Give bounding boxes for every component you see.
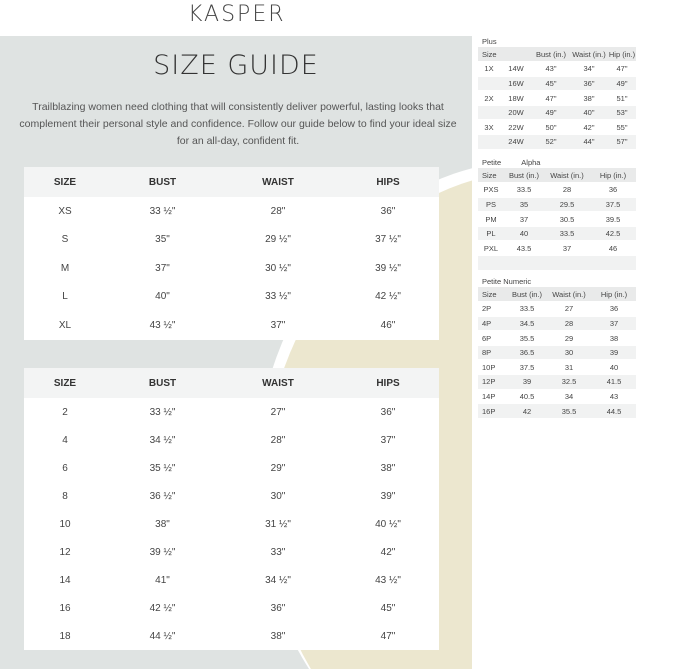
bust-cell: 39 (508, 375, 546, 390)
table-row (24, 454, 439, 482)
table-row (478, 62, 636, 77)
size-cell: 16P (478, 404, 508, 419)
hip-cell: 39 (592, 345, 636, 360)
table-row (478, 302, 636, 317)
section-title-left: Petite (482, 158, 502, 167)
table-header-row (24, 167, 439, 197)
hips-cell: 37 ½" (375, 234, 401, 246)
size-cell: 8 (62, 490, 68, 502)
size-cell: 3X (478, 120, 500, 135)
size-cell (478, 135, 500, 150)
hip-cell: 39.5 (590, 212, 636, 227)
bust-cell: 39 ½" (149, 546, 176, 558)
size-cell: 12P (478, 375, 508, 390)
bust-cell: 40" (155, 291, 170, 303)
table-row (24, 622, 439, 650)
table-row (478, 345, 636, 360)
waist-cell: 28" (270, 434, 286, 446)
size-cell: 12 (59, 546, 71, 558)
size-cell: 4P (478, 316, 508, 331)
hip-cell: 55" (608, 120, 636, 135)
column-header: Hip (in.) (592, 287, 636, 302)
bust-cell: 47" (532, 91, 570, 106)
empty-cell (590, 256, 636, 271)
column-header: Bust (in.) (532, 47, 570, 62)
column-header: Bust (in.) (504, 168, 544, 183)
bust-cell: 33 ½" (149, 406, 176, 418)
size-cell: 6P (478, 331, 508, 346)
size-cell: 4 (62, 434, 68, 446)
hips-cell: 40 ½" (375, 518, 401, 530)
waist-cell: 38" (570, 91, 608, 106)
table-row (24, 510, 439, 538)
bust-cell: 37 (504, 212, 544, 227)
alpha-size-table (24, 167, 439, 340)
petite-alpha-table (478, 158, 636, 271)
waist-cell: 27" (270, 406, 286, 418)
bust-cell: 40.5 (508, 389, 546, 404)
bust-cell: 36 ½" (149, 490, 176, 502)
size-cell: 18 (59, 630, 71, 642)
hips-cell: 42 ½" (375, 291, 401, 303)
size-cell: PL (478, 226, 504, 241)
waist-cell: 32.5 (546, 375, 592, 390)
size-cell: 16 (59, 602, 71, 614)
section-title (478, 158, 636, 168)
size-cell: XS (58, 205, 72, 217)
table-row (24, 226, 439, 255)
table-row (24, 283, 439, 312)
waist-cell: 44" (570, 135, 608, 150)
hip-cell: 41.5 (592, 375, 636, 390)
waist-cell: 29 ½" (265, 234, 291, 246)
bust-cell: 33.5 (508, 302, 546, 317)
waist-cell: 29 (546, 331, 592, 346)
table-row (24, 538, 439, 566)
hip-cell: 53" (608, 105, 636, 120)
waist-cell: 35.5 (546, 404, 592, 419)
hip-cell: 42.5 (590, 226, 636, 241)
hip-cell: 51" (608, 91, 636, 106)
bust-cell: 35.5 (508, 331, 546, 346)
waist-cell: 38" (270, 630, 286, 642)
waist-cell: 30" (270, 490, 286, 502)
hips-cell: 45" (380, 602, 396, 614)
column-header: Hip (in.) (590, 168, 636, 183)
bust-cell: 41" (155, 574, 170, 586)
waist-cell: 28 (544, 183, 590, 198)
waist-cell: 28 (546, 316, 592, 331)
waist-cell: 37 (544, 241, 590, 256)
column-header: Waist (in.) (546, 287, 592, 302)
waist-cell: 31 (546, 360, 592, 375)
bust-cell: 42 (508, 404, 546, 419)
size-cell: PS (478, 197, 504, 212)
table-row (478, 183, 636, 198)
hip-cell: 57" (608, 135, 636, 150)
size-cell: 2P (478, 302, 508, 317)
bust-cell: 34.5 (508, 316, 546, 331)
page-title: SIZE GUIDE (153, 50, 319, 81)
table-header-row (478, 168, 636, 183)
column-header: Waist (in.) (544, 168, 590, 183)
section-title: Plus (482, 37, 497, 46)
waist-cell: 29" (270, 462, 286, 474)
waist-cell: 40" (570, 105, 608, 120)
bust-cell: 37" (155, 262, 170, 274)
size-cell: PM (478, 212, 504, 227)
bust-cell: 36.5 (508, 345, 546, 360)
column-header: SIZE (53, 176, 77, 188)
hip-cell: 43 (592, 389, 636, 404)
size-w-cell: 16W (500, 76, 532, 91)
waist-cell: 30 ½" (265, 262, 291, 274)
waist-cell: 37" (270, 319, 286, 331)
hip-cell: 37 (592, 316, 636, 331)
column-header: Bust (in.) (508, 287, 546, 302)
table-header-row (24, 368, 439, 398)
column-header: HIPS (376, 176, 400, 188)
table-row (478, 375, 636, 390)
column-header (500, 47, 532, 62)
waist-cell: 28" (270, 205, 286, 217)
bust-cell: 35 ½" (149, 462, 176, 474)
intro-text: Trailblazing women need clothing that will consistently deliver powerful, lasting looks that complement their personal style and confidence. Follow our guide below to find your ideal size for an all-day, confident fit. (19, 101, 457, 147)
bust-cell: 38" (155, 518, 170, 530)
size-cell: XL (58, 319, 72, 331)
hips-cell: 46" (380, 319, 396, 331)
hips-cell: 36" (380, 406, 396, 418)
size-cell: PXS (478, 183, 504, 198)
size-cell (478, 105, 500, 120)
hips-cell: 36" (380, 205, 396, 217)
table-row (478, 76, 636, 91)
hip-cell: 37.5 (590, 197, 636, 212)
waist-cell: 30.5 (544, 212, 590, 227)
column-header: Size (478, 47, 500, 62)
size-cell: M (60, 262, 70, 274)
waist-cell: 34" (570, 62, 608, 77)
table-row (24, 566, 439, 594)
waist-cell: 33" (270, 546, 286, 558)
numeric-size-table (24, 368, 439, 650)
table-row (24, 311, 439, 340)
table-row (24, 398, 439, 426)
table-row (478, 404, 636, 419)
column-header: WAIST (262, 377, 294, 389)
column-header: Size (478, 287, 508, 302)
petite-numeric-table (478, 277, 636, 419)
size-cell: 6 (62, 462, 68, 474)
bust-cell: 43.5 (504, 241, 544, 256)
hip-cell: 46 (590, 241, 636, 256)
waist-cell: 33.5 (544, 226, 590, 241)
size-w-cell: 22W (500, 120, 532, 135)
bust-cell: 45" (532, 76, 570, 91)
empty-cell (478, 256, 504, 271)
column-header: HIPS (376, 377, 400, 389)
size-cell: PXL (478, 241, 504, 256)
bust-cell: 43" (532, 62, 570, 77)
bust-cell: 52" (532, 135, 570, 150)
hips-cell: 42" (380, 546, 396, 558)
hips-cell: 43 ½" (375, 574, 401, 586)
bust-cell: 35 (504, 197, 544, 212)
table-row (478, 197, 636, 212)
column-header: Hip (in.) (608, 47, 636, 62)
table-row-empty (478, 256, 636, 271)
table-header-row (478, 47, 636, 62)
section-title: Petite Numeric (482, 277, 532, 286)
size-w-cell: 18W (500, 91, 532, 106)
hip-cell: 47" (608, 62, 636, 77)
brand-logo: KASPER (188, 2, 286, 27)
table-row (478, 226, 636, 241)
size-cell: S (61, 234, 69, 246)
hips-cell: 38" (380, 462, 396, 474)
waist-cell: 30 (546, 345, 592, 360)
size-cell: 2X (478, 91, 500, 106)
table-row (478, 360, 636, 375)
table-row (24, 594, 439, 622)
size-cell: 1X (478, 62, 500, 77)
bust-cell: 33 ½" (149, 205, 176, 217)
empty-cell (544, 256, 590, 271)
bust-cell: 43 ½" (149, 319, 176, 331)
column-header: SIZE (53, 377, 77, 389)
table-row (478, 212, 636, 227)
size-cell: L (62, 291, 68, 303)
table-row (24, 482, 439, 510)
column-header: BUST (148, 377, 177, 389)
table-header-row (478, 287, 636, 302)
bust-cell: 44 ½" (149, 630, 176, 642)
bust-cell: 37.5 (508, 360, 546, 375)
bust-cell: 35" (155, 234, 170, 246)
empty-cell (504, 256, 544, 271)
hip-cell: 40 (592, 360, 636, 375)
size-cell: 8P (478, 345, 508, 360)
column-header: BUST (148, 176, 177, 188)
table-row (24, 426, 439, 454)
table-row (478, 389, 636, 404)
table-row (478, 241, 636, 256)
waist-cell: 31 ½" (265, 518, 291, 530)
bust-cell: 49" (532, 105, 570, 120)
bust-cell: 33.5 (504, 183, 544, 198)
table-row (478, 91, 636, 106)
waist-cell: 36" (270, 602, 286, 614)
column-header: Size (478, 168, 504, 183)
table-row (478, 316, 636, 331)
size-cell: 10 (59, 518, 71, 530)
waist-cell: 29.5 (544, 197, 590, 212)
hip-cell: 49" (608, 76, 636, 91)
bust-cell: 40 (504, 226, 544, 241)
waist-cell: 27 (546, 302, 592, 317)
section-title-right: Alpha (521, 158, 541, 167)
size-cell (478, 76, 500, 91)
waist-cell: 34 (546, 389, 592, 404)
bust-cell: 50" (532, 120, 570, 135)
waist-cell: 33 ½" (265, 291, 291, 303)
table-row (478, 135, 636, 150)
table-row (478, 105, 636, 120)
hip-cell: 36 (590, 183, 636, 198)
hip-cell: 38 (592, 331, 636, 346)
size-cell: 10P (478, 360, 508, 375)
waist-cell: 42" (570, 120, 608, 135)
hips-cell: 39 ½" (375, 262, 401, 274)
size-cell: 14P (478, 389, 508, 404)
hips-cell: 39" (380, 490, 396, 502)
size-w-cell: 14W (500, 62, 532, 77)
hip-cell: 44.5 (592, 404, 636, 419)
plus-size-table (478, 37, 636, 150)
size-w-cell: 24W (500, 135, 532, 150)
table-row (478, 331, 636, 346)
bust-cell: 34 ½" (149, 434, 176, 446)
column-header: Waist (in.) (570, 47, 608, 62)
waist-cell: 36" (570, 76, 608, 91)
bust-cell: 42 ½" (149, 602, 176, 614)
waist-cell: 34 ½" (265, 574, 291, 586)
table-row (24, 254, 439, 283)
table-row (478, 120, 636, 135)
hip-cell: 36 (592, 302, 636, 317)
size-w-cell: 20W (500, 105, 532, 120)
hips-cell: 37" (380, 434, 396, 446)
size-cell: 14 (59, 574, 71, 586)
hips-cell: 47" (380, 630, 396, 642)
size-cell: 2 (62, 406, 68, 418)
table-row (24, 197, 439, 226)
column-header: WAIST (262, 176, 294, 188)
